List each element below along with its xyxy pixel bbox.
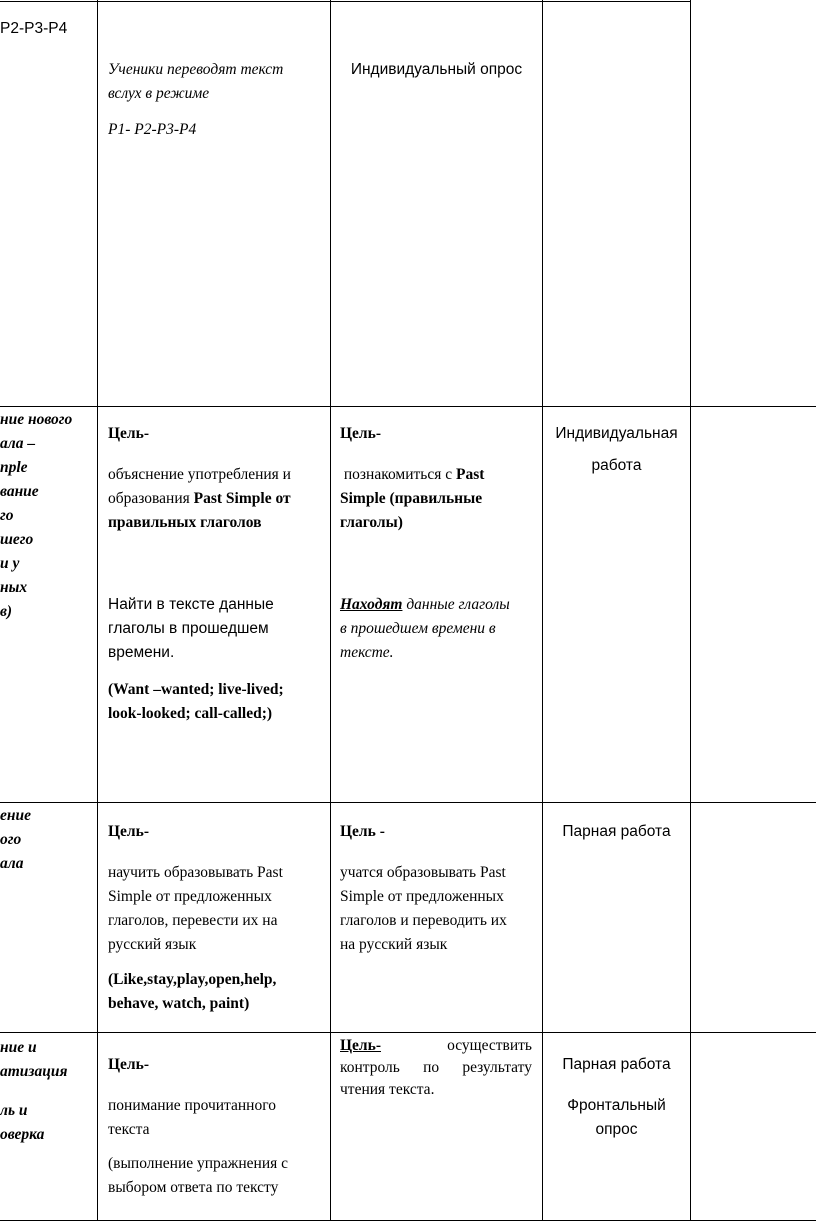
row4-student-cell: Цель- осуществить контроль по результату чтения текста.: [340, 1037, 532, 1098]
row3-stage-cell: ение ого ала: [0, 807, 31, 872]
row1-stage-cell: P2-P3-P4: [0, 20, 68, 37]
col-divider-1: [97, 0, 98, 1221]
row3-teacher-cell: Цель- научить образовывать Past Simple от предложенных глаголов, перевести их на русский язык (Like,stay,play,open,help, behave, watch, paint): [108, 820, 326, 1016]
row2-form-cell: Индивидуальная работа: [555, 425, 678, 474]
row3-student-cell: Цель - учатся образовывать Past Simple от предложенных глаголов и переводить их на русский язык: [340, 820, 538, 957]
goal-label: Цель-: [340, 1037, 381, 1054]
row2-teacher-cell: Цель- объяснение употребления и образования Past Simple от правильных глаголов Найти в тексте данные глаголы в прошедшем времени. (Want –wanted; live-lived; look-looked; call-called;): [108, 422, 326, 726]
row-divider-3: [0, 1032, 816, 1033]
goal-label: Цель -: [340, 823, 385, 840]
row-divider-1: [0, 406, 816, 407]
row3-form-cell: Парная работа: [562, 823, 671, 840]
row-divider-2: [0, 802, 816, 803]
row2-stage-cell: ние нового ала – nple вание го шего и у ных в): [0, 411, 73, 620]
goal-label: Цель-: [108, 823, 149, 840]
goal-label: Цель-: [108, 1056, 149, 1073]
row4-stage-cell: ние и атизация ль и оверка: [0, 1039, 68, 1143]
table-border-bottom: [0, 1220, 816, 1221]
row1-student-cell: Индивидуальный опрос: [350, 61, 523, 78]
goal-label: Цель-: [108, 425, 149, 442]
col-divider-2: [330, 0, 331, 1221]
row2-student-cell: Цель- познакомиться с Past Simple (правильные глаголы) Находят данные глаголы в прошедшем времени в тексте.: [340, 422, 538, 665]
table-border-top: [0, 1, 690, 2]
row4-teacher-cell: Цель- понимание прочитанного текста (выполнение упражнения с выбором ответа по тексту: [108, 1053, 326, 1200]
goal-label: Цель-: [340, 425, 381, 442]
col-divider-4: [690, 0, 691, 1221]
col-divider-3: [542, 0, 543, 1221]
row1-teacher-cell: Ученики переводят текст вслух в режиме P1- P2-P3-P4: [108, 61, 284, 138]
row4-form-cell: Парная работа Фронтальный опрос: [562, 1056, 671, 1138]
